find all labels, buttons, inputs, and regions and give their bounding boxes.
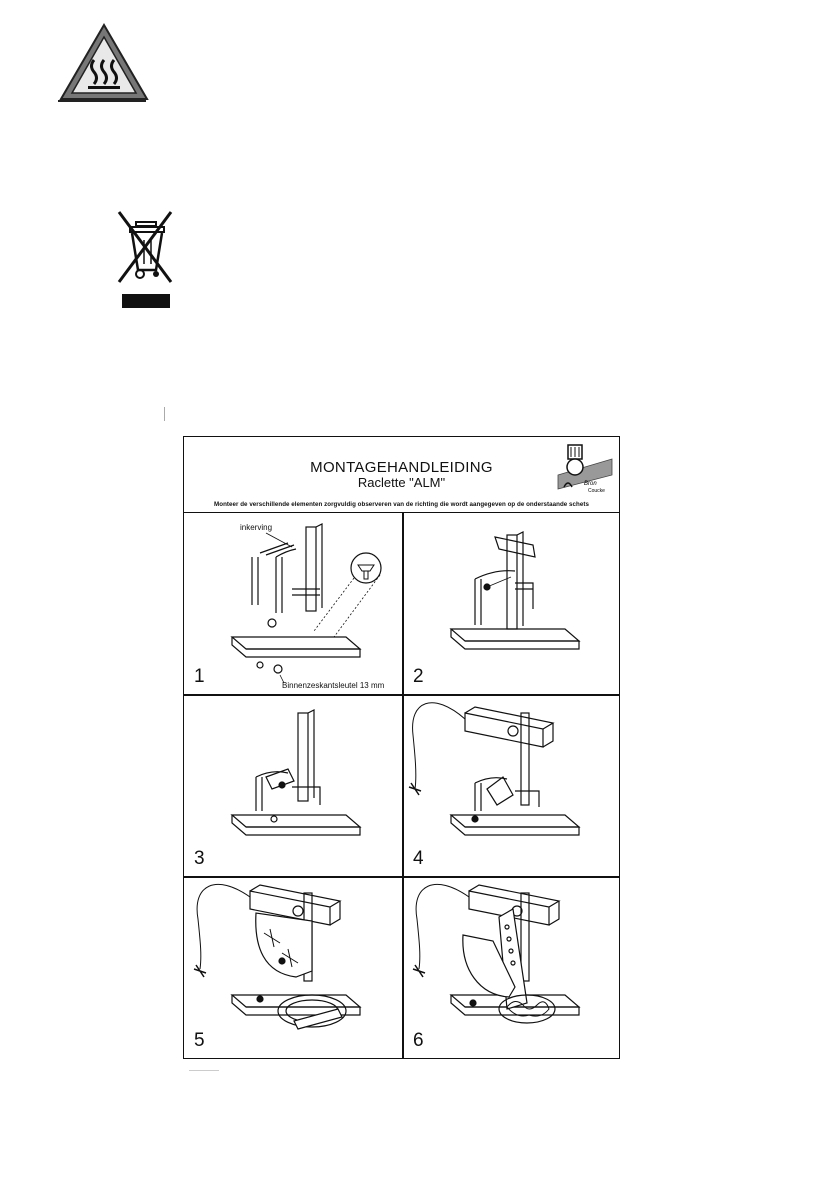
- page-mark: [189, 1070, 219, 1071]
- step-1-notch-label: inkerving: [240, 523, 273, 532]
- svg-text:Bron: Bron: [584, 481, 597, 487]
- assembly-step-2: [403, 513, 621, 694]
- assembly-instruction-text: Monteer de verschillende elementen zorgvuldig observeren van de richting die wordt aangegeven op de onderstaande schets: [214, 501, 589, 508]
- assembly-steps-grid: [184, 513, 619, 1058]
- step-number: 3: [194, 848, 205, 869]
- step-number: 2: [413, 666, 424, 687]
- assembly-step-4: [403, 695, 621, 876]
- step-number: 4: [413, 848, 424, 869]
- warning-underline: [58, 100, 146, 102]
- assembly-step-3: [184, 695, 402, 876]
- assembly-instruction-sheet: [183, 436, 620, 1059]
- assembly-step-5: [184, 877, 402, 1058]
- sheet-title: MONTAGEHANDLEIDING: [310, 459, 493, 476]
- hot-surface-warning-icon: [58, 22, 150, 102]
- step-number: 5: [194, 1030, 205, 1051]
- assembly-step-1: [184, 513, 402, 694]
- step-1-key-label: Binnenzeskantsleutel 13 mm: [282, 681, 385, 690]
- margin-mark: [164, 407, 165, 421]
- sheet-subtitle: Raclette "ALM": [357, 475, 446, 490]
- chef-logo: [554, 441, 616, 497]
- sheet-header: [184, 437, 619, 513]
- svg-text:Coucke: Coucke: [588, 488, 605, 494]
- step-number: 6: [413, 1030, 424, 1051]
- assembly-step-6: [403, 877, 621, 1058]
- step-number: 1: [194, 666, 205, 687]
- crossed-out-wheelie-bin-icon: [114, 208, 176, 316]
